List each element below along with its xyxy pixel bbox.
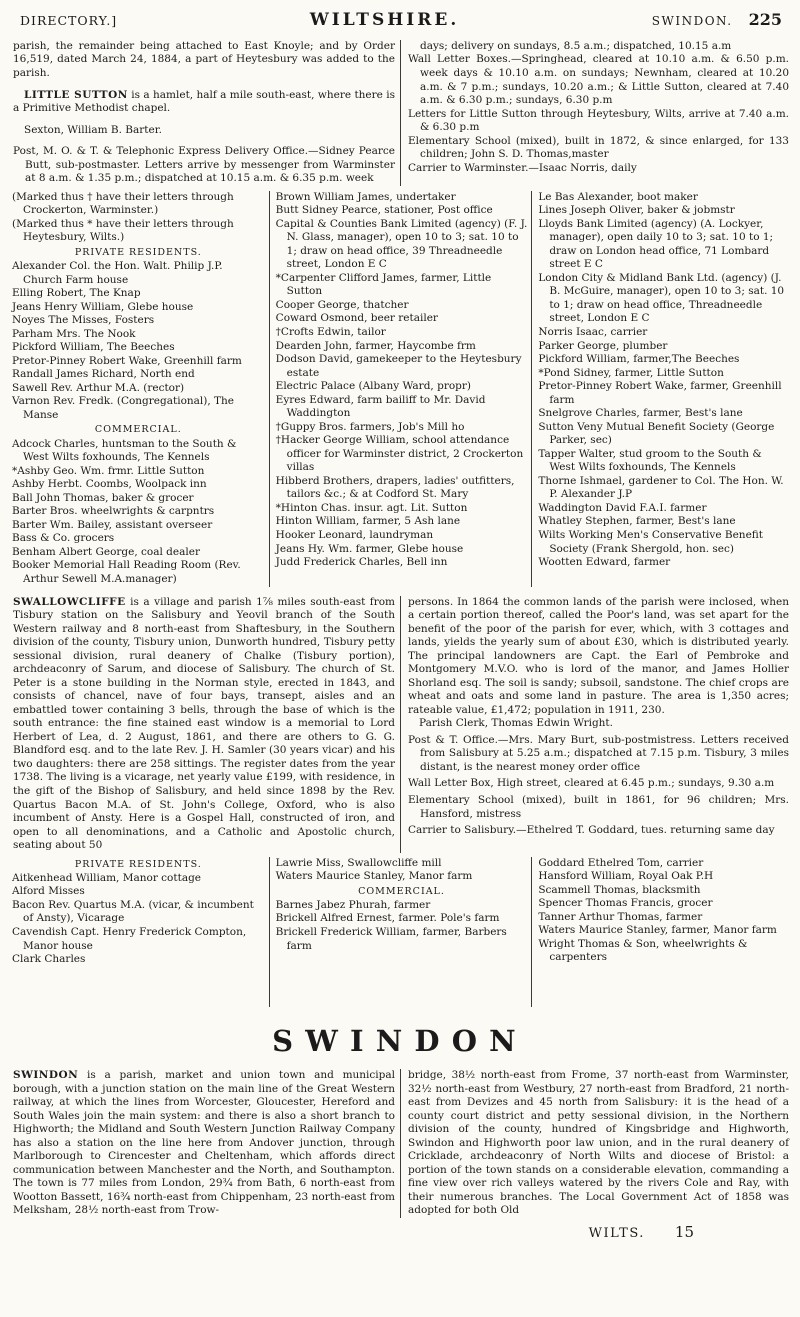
paragraph-lead: SWALLOWCLIFFE xyxy=(13,595,126,608)
paragraph xyxy=(408,717,789,731)
paragraph-text: Parish Clerk, Thomas Edwin Wright. xyxy=(419,717,613,730)
directory-entry: Waters Maurice Stanley, farmer, Manor farm xyxy=(538,924,777,937)
running-head-left: DIRECTORY.] xyxy=(20,13,118,28)
swindon-section xyxy=(6,1069,794,1218)
paragraph xyxy=(13,89,395,116)
directory-entry: Booker Memorial Hall Reading Room (Rev. Arthur Sewell M.A.manager) xyxy=(12,559,241,586)
paragraph xyxy=(13,124,395,138)
directory-entry: Jeans Hy. Wm. farmer, Glebe house xyxy=(275,542,464,555)
paragraph xyxy=(13,145,395,186)
directory-entry: Hooker Leonard, laundryman xyxy=(275,528,434,541)
little-sutton-left-column xyxy=(6,40,400,186)
swindon-heading: SWINDON xyxy=(272,1023,528,1058)
running-head xyxy=(6,8,794,36)
directory-entry: Le Bas Alexander, boot maker xyxy=(538,190,698,203)
paragraph-text: Carrier to Salisbury.—Ethelred T. Goddard, tues. returning same day xyxy=(408,824,775,837)
paragraph xyxy=(408,53,789,107)
directory-entry: Eyres Edward, farm bailiff to Mr. David Waddington xyxy=(275,393,486,420)
directory-entry: Wootten Edward, farmer xyxy=(538,556,671,569)
paragraph-text: Wall Letter Box, High street, cleared at 6.45 p.m.; sundays, 9.30 a.m xyxy=(408,777,775,790)
paragraph-text: Elementary School (mixed), built in 1861, for 96 children; Mrs. Hansford, mistress xyxy=(408,793,789,820)
swallowcliffe-column-2 xyxy=(269,857,532,1007)
little-sutton-right-column xyxy=(400,40,794,186)
directory-entry: Bass & Co. grocers xyxy=(12,532,115,545)
directory-entry: Waddington David F.A.I. farmer xyxy=(538,501,707,514)
directory-entry: Waters Maurice Stanley, Manor farm xyxy=(275,870,473,883)
running-head-place: SWINDON. xyxy=(651,14,733,28)
directory-entry: (Marked thus * have their letters through Heytesbury, Wilts.) xyxy=(12,217,234,244)
paragraph-text: Wall Letter Boxes.—Springhead, cleared at 10.10 a.m. & 6.50 p.m. week days & 10.10 a.m. on sundays; Newnham, cleared at 10.20 a.m. & 7 p.m.; sundays, 10.20 a.m.; & Little Sutton, cleared at 7.40 a.m. & 6.30 p.m.; sundays, 6.30 p.m xyxy=(408,53,789,107)
directory-entry: Sawell Rev. Arthur M.A. (rector) xyxy=(12,381,185,394)
directory-entry: Cavendish Capt. Henry Frederick Compton, Manor house xyxy=(12,926,247,952)
directory-entry: Parker George, plumber xyxy=(538,339,668,352)
directory-entry: Pickford William, The Beeches xyxy=(12,341,175,354)
swallowcliffe-right-column xyxy=(400,596,794,853)
directory-entry: Hibberd Brothers, drapers, ladies' outfitters, tailors &c.; & at Codford St. Mary xyxy=(275,474,515,501)
swindon-left-column xyxy=(6,1069,400,1218)
footer-signature-number: 15 xyxy=(674,1222,694,1241)
directory-entry: *Carpenter Clifford James, farmer, Little Sutton xyxy=(275,271,492,298)
directory-entry: Jeans Henry William, Glebe house xyxy=(12,300,194,313)
directory-entry: Lines Joseph Oliver, baker & jobmstr xyxy=(538,204,735,217)
directory-column-2 xyxy=(269,191,532,587)
paragraph-text: bridge, 38½ north-east from Frome, 37 north-east from Warminster, 32½ north-east from Westbury, 27 north-east from Bradford, 21 north-east from Devizes and 45 north from Salisbury: it is the head of a county court district and petty sessional division, in the Northern division of the county, hundred of Kingsbridge and Highworth, Swindon and Highworth poor law union, and in the rural deanery of Cricklade, archdeaconry of North Wilts and diocese of Bristol: a portion of the town stands on a considerable elevation, commanding a fine view over rich valleys watered by the rivers Cole and Ray, with their numerous branches. The Local Government Act of 1858 was adopted for both Old xyxy=(408,1069,789,1217)
page-footer xyxy=(6,1220,794,1245)
directory-entry: Coward Osmond, beer retailer xyxy=(275,312,438,325)
directory-entry: †Crofts Edwin, tailor xyxy=(275,326,386,339)
directory-entry: Goddard Ethelred Tom, carrier xyxy=(538,856,704,869)
swindon-right-column xyxy=(400,1069,794,1218)
swallowcliffe-left-column xyxy=(6,596,400,853)
directory-entry: Hansford William, Royal Oak P.H xyxy=(538,870,714,883)
directory-column-3 xyxy=(531,191,794,587)
directory-entry: Dearden John, farmer, Haycombe frm xyxy=(275,339,476,352)
directory-entry: Capital & Counties Bank Limited (agency) (F. J. N. Glass, manager), open 10 to 3; sat. 10 to 1; draw on head office, 39 Threadneedle street, London E C xyxy=(275,217,528,271)
directory-entry: Alford Misses xyxy=(12,885,85,898)
paragraph xyxy=(408,824,789,838)
directory-entry: Noyes The Misses, Fosters xyxy=(12,314,155,327)
paragraph xyxy=(408,596,789,718)
paragraph xyxy=(408,108,789,135)
paragraph-text: Sexton, William B. Barter. xyxy=(24,123,162,136)
paragraph xyxy=(408,777,789,791)
paragraph xyxy=(13,1069,395,1218)
little-sutton-section xyxy=(6,40,794,186)
running-head-page-number: 225 xyxy=(748,10,782,29)
directory-entry: Varnon Rev. Fredk. (Congregational), The Manse xyxy=(12,395,235,421)
directory-entry: Bacon Rev. Quartus M.A. (vicar, & incumbent of Ansty), Vicarage xyxy=(12,898,254,925)
directory-entry: Ashby Herbt. Coombs, Woolpack inn xyxy=(12,478,207,491)
directory-entry: Aitkenhead William, Manor cottage xyxy=(12,871,202,884)
directory-entry: COMMERCIAL. xyxy=(94,424,182,436)
paragraph xyxy=(13,596,395,853)
directory-entry: Lloyds Bank Limited (agency) (A. Lockyer, manager), open daily 10 to 3; sat. 10 to 1; draw on London head office, 71 Lombard street E C xyxy=(538,217,774,271)
directory-entry: Barter Bros. wheelwrights & carpntrs xyxy=(12,505,215,518)
directory-entry: Cooper George, thatcher xyxy=(275,298,409,311)
directory-entry: *Hinton Chas. insur. agt. Lit. Sutton xyxy=(275,501,468,514)
directory-entry: Tapper Walter, stud groom to the South & West Wilts foxhounds, The Kennels xyxy=(538,447,762,474)
paragraph xyxy=(408,135,789,162)
directory-entry: Spencer Thomas Francis, grocer xyxy=(538,897,713,910)
paragraph-text: parish, the remainder being attached to East Knoyle; and by Order 16,519, dated March 24, 1884, a part of Heytesbury was added to the parish. xyxy=(13,39,395,79)
directory-entry: Judd Frederick Charles, Bell inn xyxy=(275,556,448,569)
directory-entry: Clark Charles xyxy=(12,953,86,966)
directory-entry: Parham Mrs. The Nook xyxy=(12,327,136,340)
directory-entry: Snelgrove Charles, farmer, Best's lane xyxy=(538,407,743,420)
directory-entry: Ball John Thomas, baker & grocer xyxy=(12,491,194,504)
directory-entry: Wright Thomas & Son, wheelwrights & carpenters xyxy=(538,937,748,964)
directory-entry: Lawrie Miss, Swallowcliffe mill xyxy=(275,856,442,869)
paragraph-text: days; delivery on sundays, 8.5 a.m.; dispatched, 10.15 a.m xyxy=(420,39,732,52)
directory-entry: Hinton William, farmer, 5 Ash lane xyxy=(275,515,461,528)
directory-entry: *Ashby Geo. Wm. frmr. Little Sutton xyxy=(12,464,205,477)
directory-entry: Norris Isaac, carrier xyxy=(538,326,648,339)
directory-entry: Wilts Working Men's Conservative Benefit Society (Frank Shergold, hon. sec) xyxy=(538,528,764,555)
directory-entry: Pretor-Pinney Robert Wake, Greenhill farm xyxy=(12,354,242,367)
paragraph-lead: LITTLE SUTTON xyxy=(24,88,128,101)
paragraph-text: persons. In 1864 the common lands of the parish were inclosed, when a certain portion thereof, called the Poor's land, was set apart for the benefit of the poor of the parish for ever, which, with 3 cottages and lands, yields the yearly sum of about £30, which is distributed yearly. The principal landowners are Capt. the Earl of Pembroke and Montgomery M.V.O. who is lord of the manor, and James Hollier Shorland esq. The soil is sandy; subsoil, sandstone. The chief crops are wheat and oats and some land in pasture. The area is 1,350 acres; rateable value, £1,472; population in 1911, 230. xyxy=(408,595,789,716)
swallowcliffe-column-1 xyxy=(6,857,269,1007)
directory-entry: *Pond Sidney, farmer, Little Sutton xyxy=(538,366,724,379)
directory-entry: Sutton Veny Mutual Benefit Society (George Parker, sec) xyxy=(538,420,775,447)
directory-entry: †Guppy Bros. farmers, Job's Mill ho xyxy=(275,420,465,433)
directory-entry: Scammell Thomas, blacksmith xyxy=(538,883,701,896)
directory-entry: Electric Palace (Albany Ward, propr) xyxy=(275,380,471,393)
running-head-right xyxy=(652,10,782,31)
paragraph xyxy=(408,1069,789,1218)
directory-entry: Elling Robert, The Knap xyxy=(12,287,141,300)
paragraph-lead: SWINDON xyxy=(13,1069,79,1082)
directory-entry: Benham Albert George, coal dealer xyxy=(12,545,200,558)
directory-entry: Dodson David, gamekeeper to the Heytesbury estate xyxy=(275,353,522,379)
directory-entry: Randall James Richard, North end xyxy=(12,368,195,381)
paragraph xyxy=(408,734,789,775)
directory-entry: Tanner Arthur Thomas, farmer xyxy=(538,910,703,923)
paragraph-text: is a village and parish 1⅞ miles south-east from Tisbury station on the Salisbury and Yeovil branch of the South Western railway and 8 north-east from Shaftesbury, in the Southern division of the county, Tisbury union, Dunworth hundred, Tisbury petty sessional division, rural deanery of Chalke (Tisbury portion), archdeaconry of Sarum, and diocese of Salisbury. The church of St. Peter is a stone building in the Norman style, erected in 1843, and consists of chancel, nave of four bays, transept, aisles and an embattled tower containing 3 bells, through the base of which is the south entrance: the fine stained east window is a memorial to Lord Herbert of Lea, d. 2 August, 1861, and there are others to G. G. Blandford esq. and to the late Rev. J. H. Samler (30 years vicar) and his two daughters: there are 258 sittings. The register dates from the year 1738. The living is a vicarage, net yearly value £199, with residence, in the gift of the Bishop of Salisbury, and held since 1898 by the Rev. Quartus Bacon M.A. of St. John's College, Oxford, who is also incumbent of Ansty. Here is a Gospel Hall, constructed of iron, and open to all denominations, and a Catholic and Apostolic church, seating about 50 xyxy=(13,595,395,852)
directory-entry: Brickell Frederick William, farmer, Barbers farm xyxy=(275,926,507,952)
paragraph-text: is a hamlet, half a mile south-east, where there is a Primitive Methodist chapel. xyxy=(13,88,396,115)
directory-entry: (Marked thus † have their letters through Crockerton, Warminster.) xyxy=(12,190,234,217)
paragraph xyxy=(408,794,789,821)
running-head-title: WILTSHIRE. xyxy=(309,10,460,30)
directory-column-1 xyxy=(6,191,269,587)
paragraph xyxy=(13,40,395,81)
directory-entry: PRIVATE RESIDENTS. xyxy=(74,858,202,870)
directory-entry: Barter Wm. Bailey, assistant overseer xyxy=(12,518,213,531)
directory-entry: Barnes Jabez Phurah, farmer xyxy=(275,898,431,911)
paragraph xyxy=(408,162,789,176)
footer-county-label: WILTS. xyxy=(588,1225,645,1241)
directory-entry: †Hacker George William, school attendance officer for Warminster district, 2 Crockerton villas xyxy=(275,434,524,474)
directory-entry: COMMERCIAL. xyxy=(358,885,445,897)
directory-entry: London City & Midland Bank Ltd. (agency) (J. B. McGuire, manager), open 10 to 3; sat. 10 to 1; draw on head office, Threadneedle street, London E C xyxy=(538,271,785,325)
paragraph-text: Carrier to Warminster.—Isaac Norris, daily xyxy=(408,161,637,174)
paragraph-text: Elementary School (mixed), built in 1872, & since enlarged, for 133 children; John S. D. Thomas,master xyxy=(408,134,789,161)
swallowcliffe-column-3 xyxy=(531,857,794,1007)
little-sutton-directory-lists xyxy=(6,191,794,587)
swallowcliffe-directory-lists xyxy=(6,857,794,1007)
paragraph xyxy=(408,40,789,54)
directory-entry: Alexander Col. the Hon. Walt. Philip J.P. Church Farm house xyxy=(12,260,223,286)
paragraph-text: Post, M. O. & T. & Telephonic Express Delivery Office.—Sidney Pearce Butt, sub-postmaster. Letters arrive by messenger from Warminster at 8 a.m. & 1.35 p.m.; dispatched at 10.15 a.m. & 6.35 p.m. week xyxy=(13,145,395,185)
directory-entry: Brickell Alfred Ernest, farmer. Pole's farm xyxy=(275,912,500,925)
paragraph-text: Letters for Little Sutton through Heytesbury, Wilts, arrive at 7.40 a.m. & 6.30 p.m xyxy=(408,107,789,134)
directory-entry: Brown William James, undertaker xyxy=(275,190,456,203)
directory-entry: Thorne Ishmael, gardener to Col. The Hon. W. P. Alexander J.P xyxy=(538,474,784,501)
directory-entry: Pickford William, farmer,The Beeches xyxy=(538,353,740,366)
paragraph-text: is a parish, market and union town and municipal borough, with a junction station on the main line of the Great Western railway, at which the lines from Worcester, Gloucester, Hereford and South Wales join the main system: and there is also a short branch to Highworth; the Midland and South Western Junction Railway Company has also a station on the line here from Andover junction, through Marlborough to Cirencester and Cheltenham, which affords direct communication between Manchester and the North, and Southampton. The town is 77 miles from London, 29¾ from Bath, 6 north-east from Wootton Bassett, 16¾ north-east from Chippenham, 23 north-east from Melksham, 28½ north-east from Trow- xyxy=(13,1069,395,1217)
paragraph-text: Post & T. Office.—Mrs. Mary Burt, sub-postmistress. Letters received from Salisbury at 5.25 a.m.; dispatched at 7.15 p.m. Tisbury, 3 miles distant, is the nearest money order office xyxy=(408,733,789,773)
directory-entry: Adcock Charles, huntsman to the South & West Wilts foxhounds, The Kennels xyxy=(12,437,237,464)
swallowcliffe-section xyxy=(6,596,794,853)
directory-entry: Butt Sidney Pearce, stationer, Post office xyxy=(275,204,493,217)
directory-entry: PRIVATE RESIDENTS. xyxy=(74,246,202,258)
directory-entry: Pretor-Pinney Robert Wake, farmer, Greenhill farm xyxy=(538,380,782,406)
directory-entry: Whatley Stephen, farmer, Best's lane xyxy=(538,515,736,528)
